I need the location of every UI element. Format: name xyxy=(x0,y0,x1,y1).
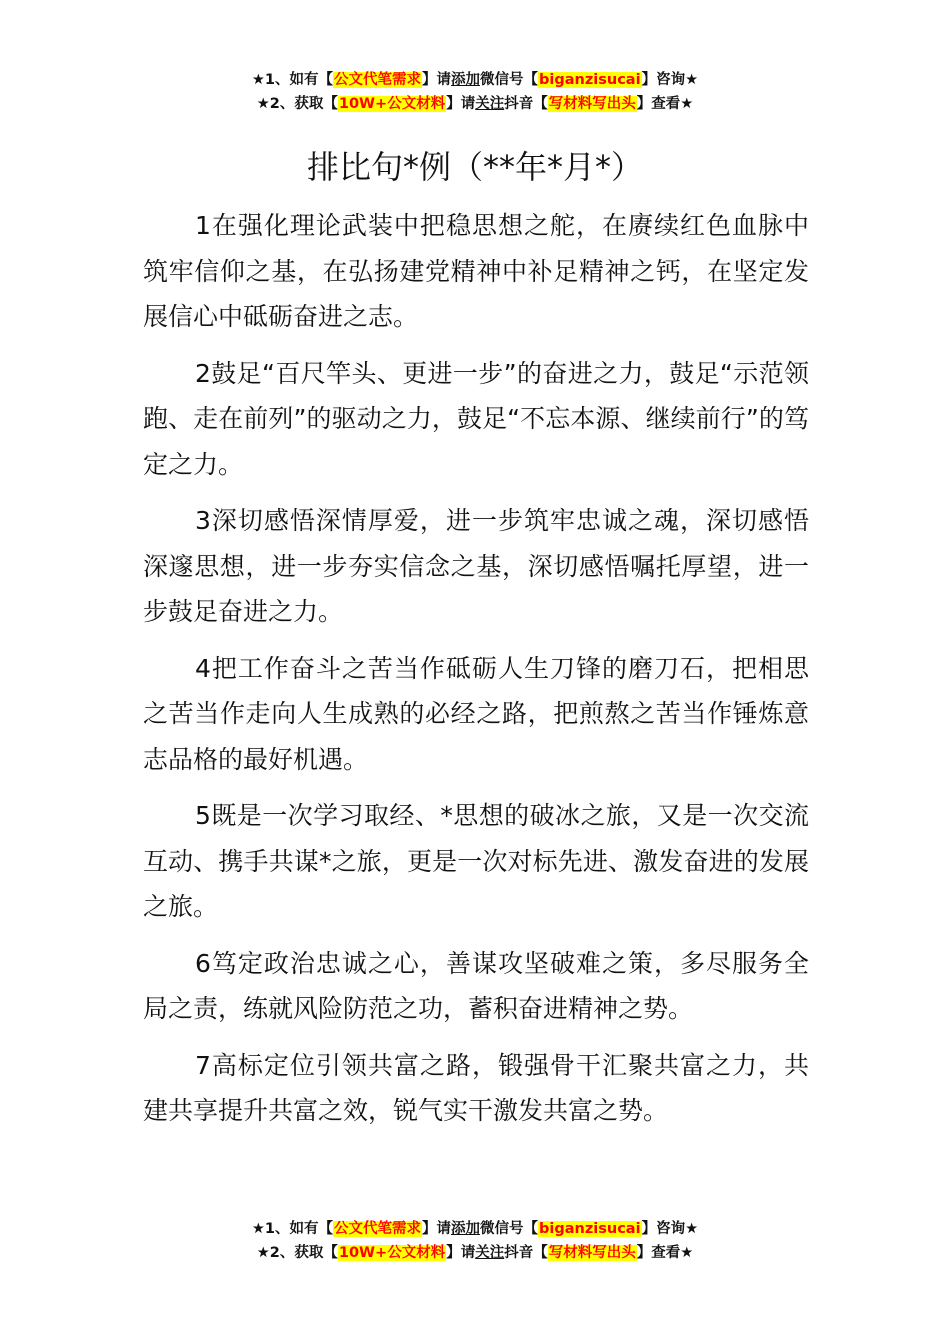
banner-text: 】请 xyxy=(422,72,452,88)
highlight-douyin-account: 写材料写出头 xyxy=(548,96,636,112)
header-banner xyxy=(0,68,950,116)
banner-text: 抖音【 xyxy=(504,96,548,112)
banner-text: 】请 xyxy=(446,1245,476,1261)
paragraph-4: 4把工作奋斗之苦当作砥砺人生刀锋的磨刀石，把相思之苦当作走向人生成熟的必经之路，把煎熬之苦当作锤炼意志品格的最好机遇。 xyxy=(143,653,809,774)
document-body xyxy=(143,203,809,1145)
banner-text: 抖音【 xyxy=(504,1245,548,1261)
banner-text: ★1、如有【 xyxy=(251,72,334,88)
highlight-materials: 10W+公文材料 xyxy=(338,96,446,112)
banner-text: ★1、如有【 xyxy=(251,1221,334,1237)
banner-text: 】请 xyxy=(422,1221,452,1237)
highlight-service: 公文代笔需求 xyxy=(334,72,422,88)
underlined-text: 添加 xyxy=(451,1221,481,1237)
banner-text: 】咨询★ xyxy=(641,72,699,88)
highlight-wechat-id: biganzisucai xyxy=(539,1221,641,1237)
underlined-text: 关注 xyxy=(475,96,505,112)
banner-line-2 xyxy=(0,92,950,116)
paragraph-2: 2鼓足“百尺竿头、更进一步”的奋进之力，鼓足“示范领跑、走在前列”的驱动之力，鼓足“不忘本源、继续前行”的笃定之力。 xyxy=(143,358,809,479)
paragraph-5: 5既是一次学习取经、*思想的破冰之旅，又是一次交流互动、携手共谋*之旅，更是一次对标先进、激发奋进的发展之旅。 xyxy=(143,801,809,921)
paragraph-3: 3深切感悟深情厚爱，进一步筑牢忠诚之魂，深切感悟深邃思想，进一步夯实信念之基，深切感悟嘱托厚望，进一步鼓足奋进之力。 xyxy=(143,506,809,626)
banner-line-1 xyxy=(0,1217,950,1241)
banner-line-1 xyxy=(0,68,950,92)
paragraph-1: 1在强化理论武装中把稳思想之舵，在赓续红色血脉中筑牢信仰之基，在弘扬建党精神中补足精神之钙，在坚定发展信心中砥砺奋进之志。 xyxy=(143,211,809,331)
banner-line-2 xyxy=(0,1241,950,1265)
paragraph-6: 6笃定政治忠诚之心，善谋攻坚破难之策，多尽服务全局之责，练就风险防范之功，蓄积奋进精神之势。 xyxy=(143,948,809,1023)
highlight-service: 公文代笔需求 xyxy=(334,1221,422,1237)
banner-text: 】查看★ xyxy=(636,96,694,112)
banner-text: 】咨询★ xyxy=(641,1221,699,1237)
highlight-materials: 10W+公文材料 xyxy=(338,1245,446,1261)
highlight-douyin-account: 写材料写出头 xyxy=(548,1245,636,1261)
highlight-wechat-id: biganzisucai xyxy=(539,72,641,88)
paragraph-7: 7高标定位引领共富之路，锻强骨干汇聚共富之力，共建共享提升共富之效，锐气实干激发共富之势。 xyxy=(143,1050,809,1125)
banner-text: ★2、获取【 xyxy=(256,96,338,112)
banner-text: 】请 xyxy=(446,96,476,112)
page-title: 排比句*例（**年*月*） xyxy=(306,148,643,186)
footer-banner xyxy=(0,1217,950,1265)
underlined-text: 关注 xyxy=(475,1245,505,1261)
banner-text: ★2、获取【 xyxy=(256,1245,338,1261)
underlined-text: 添加 xyxy=(451,72,481,88)
banner-text: 微信号【 xyxy=(480,72,539,88)
banner-text: 微信号【 xyxy=(480,1221,539,1237)
banner-text: 】查看★ xyxy=(636,1245,694,1261)
